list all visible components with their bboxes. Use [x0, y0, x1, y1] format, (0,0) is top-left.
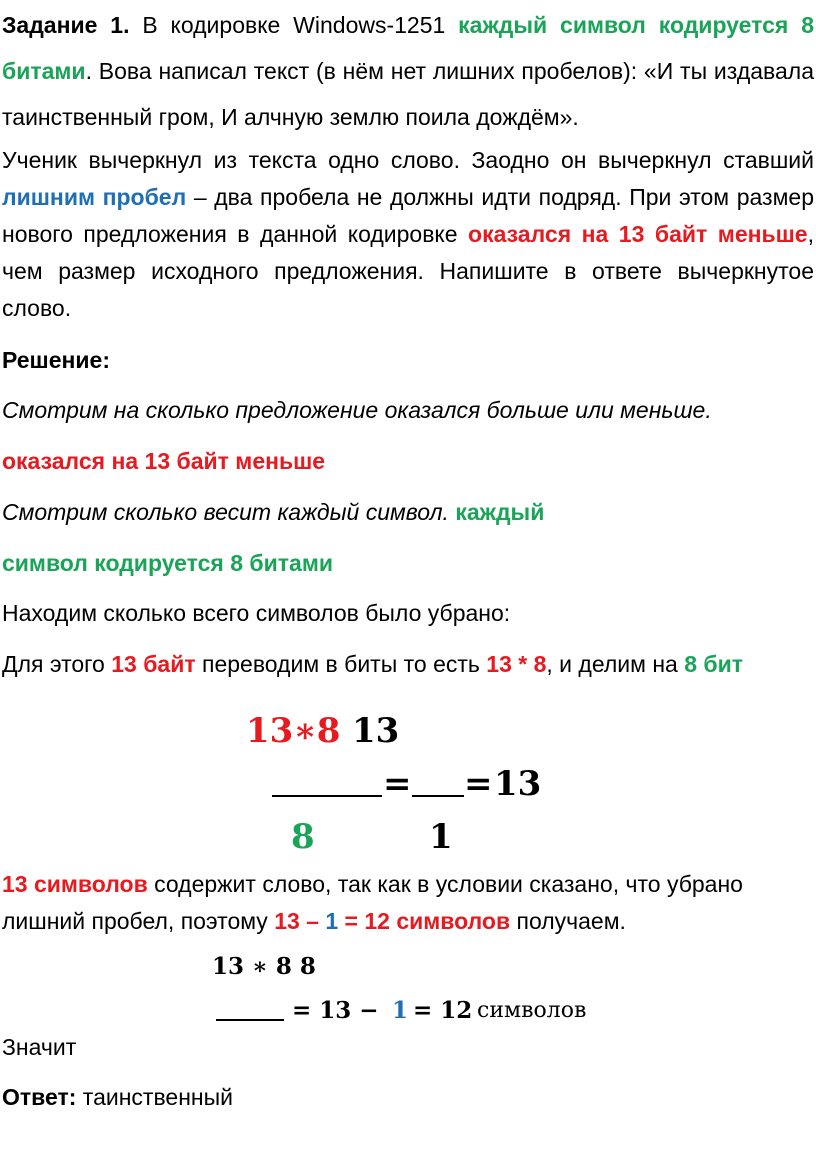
solution-heading: Решение: [2, 347, 111, 373]
answer-value: таинственный [76, 1084, 233, 1110]
encoding-rule: каждый символ кодируется 8 битами [2, 12, 814, 84]
conclusion-calc-1: 1 [325, 908, 339, 934]
conclusion-calc-13: 13 – [274, 908, 319, 934]
formula-2-unit: символов [470, 998, 587, 1023]
formula-1-fraction-bar-right [412, 795, 464, 797]
solution-step-2 [2, 494, 814, 531]
solution-step-3: Находим сколько всего символов было убрано: [2, 600, 511, 626]
step-4-text-c: , и делим на [546, 651, 685, 677]
solution-step-2-result: символ кодируется 8 битами [2, 550, 333, 576]
formula-1-result: 13 [494, 764, 542, 804]
extra-space-phrase: лишним пробел [2, 184, 187, 210]
formula-1-numerator-left: 13∗8 [246, 711, 341, 751]
formula-1-fraction-bar-left [272, 795, 382, 797]
task-text-1: В кодировке Windows-1251 [129, 12, 459, 38]
step-4-mul: 13 * 8 [486, 651, 547, 677]
conditions-text-2: – два пробела не должны идти подряд. При этом размер нового предложения в данной кодировке [2, 184, 814, 247]
answer-line [2, 1079, 814, 1116]
formula-1-denominator-left: 8 [291, 817, 315, 857]
conclusion-text-b: получаем. [510, 908, 626, 934]
answer-label: Ответ: [2, 1084, 77, 1110]
task-text-2: . Вова написал текст (в нём нет лишних пробелов): «И ты издавала таинственный гром, И алчную землю поила дождём». [2, 58, 814, 130]
formula-1-numerator-right: 13 [352, 711, 400, 751]
step-4-bits: 8 бит [684, 651, 744, 677]
formula-1-denominator-right: 1 [429, 817, 453, 857]
conclusion-calc-result: = 12 символов [344, 908, 511, 934]
solution-step-4 [2, 646, 814, 683]
step-2-result-a: каждый [455, 499, 545, 525]
step-2-text: Смотрим сколько весит каждый символ. [2, 499, 449, 525]
step-4-text-b: переводим в биты то есть [195, 651, 487, 677]
task-paragraph [2, 2, 814, 140]
step-4-bytes: 13 байт [111, 651, 196, 677]
formula-2-numerator: 13 ∗ 8 8 [212, 953, 316, 980]
conditions-text-3: , чем размер исходного предложения. Напишите в ответе вычеркнутое слово. [2, 221, 814, 321]
formula-2-eq-a: = 13 − [292, 997, 387, 1024]
formula-2-one: 1 [392, 997, 409, 1024]
solution-step-1: Смотрим на сколько предложение оказался больше или меньше. [2, 397, 712, 423]
formula-1-equals-2: = [464, 764, 493, 804]
conclusion-paragraph [2, 866, 814, 940]
formula-1-equals-1: = [383, 764, 412, 804]
conclusion-text-a: содержит слово, так как в условии сказано, что убрано лишний пробел, поэтому [2, 871, 743, 934]
conclusion-symbols: 13 символов [2, 871, 148, 897]
task-conditions-paragraph [2, 142, 814, 327]
size-diff-phrase: оказался на 13 байт меньше [468, 221, 808, 247]
formula-2-eq-b: = 12 [405, 997, 473, 1024]
conditions-text-1: Ученик вычеркнул из текста одно слово. Заодно он вычеркнул ставший [2, 147, 814, 173]
step-4-text-a: Для этого [2, 651, 112, 677]
therefore-text: Значит [2, 1034, 77, 1060]
solution-step-1-result: оказался на 13 байт меньше [2, 448, 326, 474]
task-label: Задание 1. [2, 12, 130, 38]
formula-2-fraction-bar [216, 1019, 284, 1021]
